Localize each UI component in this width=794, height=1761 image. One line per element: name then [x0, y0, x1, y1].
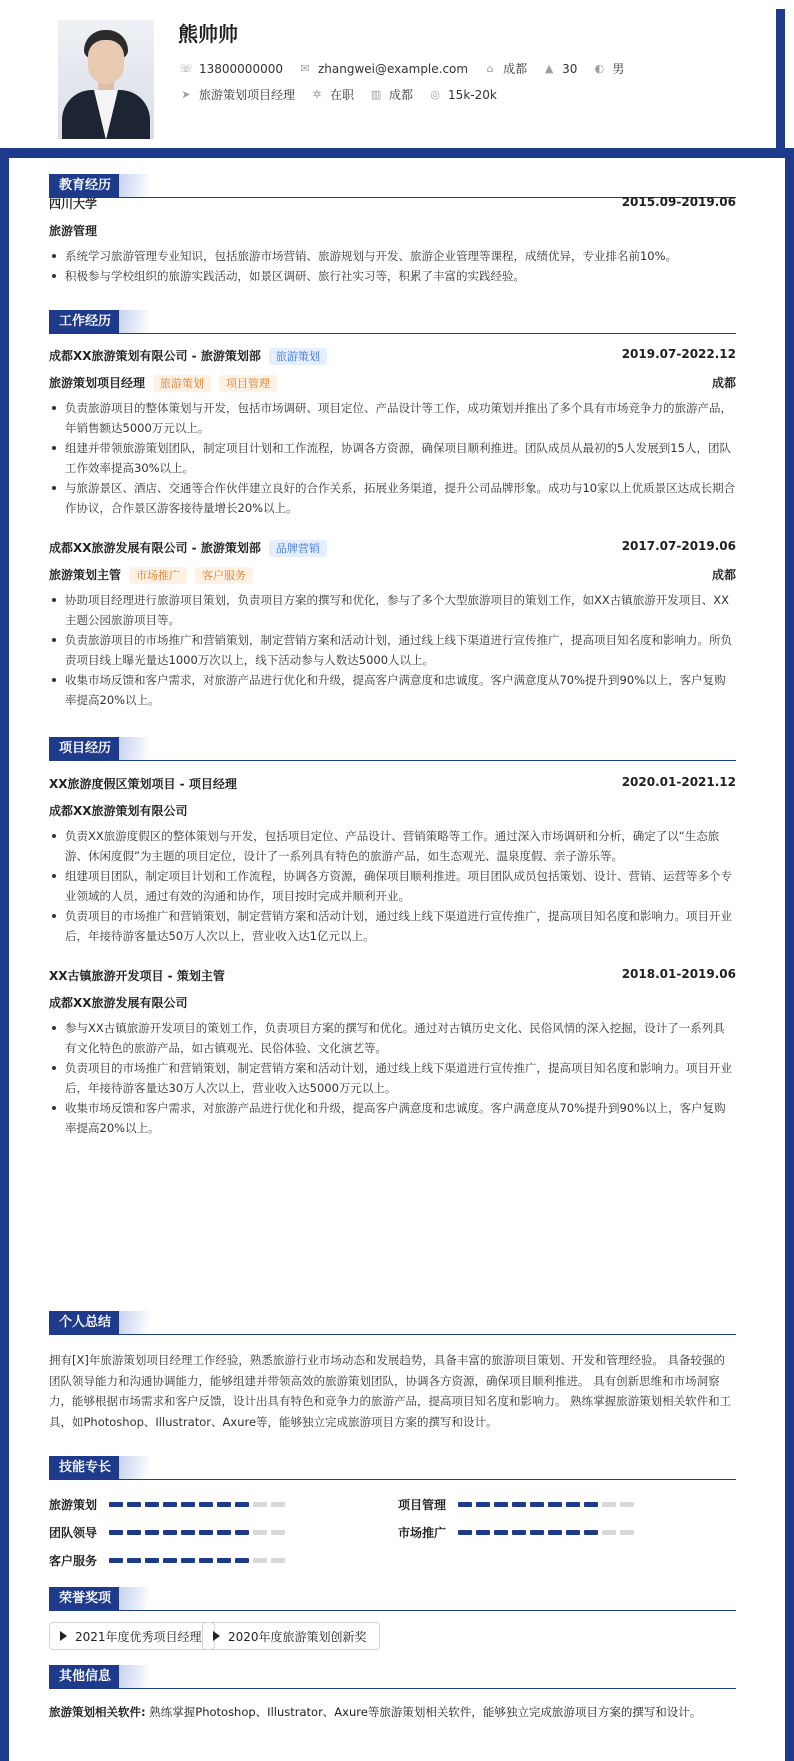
section-title-education: 教育经历: [49, 174, 121, 197]
list-item: 收集市场反馈和客户需求，对旅游产品进行优化和升级，提高客户满意度和忠诚度。客户满意度从70%提升到90%以上，客户复购率提高20%以上。: [49, 1098, 736, 1138]
other-info-line: [49, 1704, 736, 1720]
skill-segment: [163, 1530, 177, 1535]
status-value: 在职: [330, 88, 355, 102]
play-icon: [213, 1631, 220, 1641]
skill-tag: 项目管理: [219, 375, 277, 392]
company-name: 成都XX旅游策划有限公司 - 旅游策划部: [49, 349, 261, 363]
resume-header: [0, 0, 794, 158]
skill-segment: [566, 1530, 580, 1535]
section-title-work: 工作经历: [49, 310, 121, 333]
skill-tag: 客户服务: [195, 567, 253, 584]
work-date-1: 2017.07-2019.06: [621, 539, 736, 553]
major-name: 旅游管理: [49, 224, 98, 238]
skill-tag: 市场推广: [129, 567, 187, 584]
list-item: 负责项目的市场推广和营销策划，制定营销方案和活动计划，通过线上线下渠道进行宣传推广，提高项目知名度和影响力。项目开业后，年接待游客量达50万人次以上，营业收入达1亿元以上。: [49, 906, 736, 946]
status-icon: ✲: [312, 88, 322, 101]
skill-segment: [530, 1530, 544, 1535]
list-item: 与旅游景区、酒店、交通等合作伙伴建立良好的合作关系，拓展业务渠道，提升公司品牌形象。成功与10家以上优质景区达成长期合作协议，合作景区游客接待量增长20%以上。: [49, 478, 736, 518]
skill-level-bar: [109, 1502, 289, 1507]
other-label: 旅游策划相关软件:: [49, 1705, 146, 1719]
header-band: [0, 148, 794, 158]
award-label: 2021年度优秀项目经理: [75, 1629, 202, 1644]
skill-segment: [512, 1530, 526, 1535]
avatar: [58, 20, 154, 139]
list-item: 积极参与学校组织的旅游实践活动，如景区调研、旅行社实习等，积累了丰富的实践经验。: [49, 266, 736, 286]
education-bullets: [49, 246, 736, 286]
list-item: 负责旅游项目的整体策划与开发，包括市场调研、项目定位、产品设计等工作，成功策划并推出了多个具有市场竞争力的旅游产品，年销售额达5000万元以上。: [49, 398, 736, 438]
project-name-0: XX旅游度假区策划项目 - 项目经理: [49, 777, 237, 791]
skill-segment: [217, 1502, 231, 1507]
skill-segment: [127, 1530, 141, 1535]
education-date: 2015.09-2019.06: [621, 195, 736, 209]
skill-item: [398, 1496, 638, 1513]
skill-segment: [253, 1502, 267, 1507]
skill-segment: [235, 1502, 249, 1507]
age-icon: ▲: [544, 62, 554, 75]
skill-segment: [163, 1558, 177, 1563]
skill-segment: [199, 1558, 213, 1563]
section-title-awards: 荣誉奖项: [49, 1587, 121, 1610]
project-bullets-1: [49, 1018, 736, 1138]
skill-segment: [476, 1502, 490, 1507]
work-bullets-0: [49, 398, 736, 518]
skill-segment: [181, 1502, 195, 1507]
skill-segment: [271, 1502, 285, 1507]
list-item: 协助项目经理进行旅游项目策划，负责项目方案的撰写和优化，参与了多个大型旅游项目的策划工作，如XX古镇旅游开发项目、XX主题公园旅游项目等。: [49, 590, 736, 630]
skill-segment: [145, 1530, 159, 1535]
skill-item: [49, 1496, 289, 1513]
position-value: 旅游策划项目经理: [199, 88, 296, 102]
section-title-summary: 个人总结: [49, 1311, 121, 1334]
work-date-0: 2019.07-2022.12: [621, 347, 736, 361]
skill-segment: [181, 1530, 195, 1535]
salary-icon: ◎: [430, 88, 440, 101]
home-icon: ⌂: [486, 62, 494, 75]
skill-segment: [217, 1558, 231, 1563]
skill-segment: [127, 1502, 141, 1507]
age-value: 30: [562, 61, 578, 76]
projects-section: [49, 737, 736, 761]
project-name-1: XX古镇旅游开发项目 - 策划主管: [49, 969, 225, 983]
skill-segment: [458, 1502, 472, 1507]
school-name: 四川大学: [49, 197, 98, 211]
skill-name: 市场推广: [398, 1526, 447, 1540]
skill-segment: [109, 1558, 123, 1563]
project-company-0: 成都XX旅游策划有限公司: [49, 804, 188, 818]
work-bullets-1: [49, 590, 736, 710]
skill-name: 团队领导: [49, 1526, 98, 1540]
list-item: 负责XX旅游度假区的整体策划与开发，包括项目定位、产品设计、营销策略等工作。通过深入市场调研和分析，确定了以“生态旅游、休闲度假”为主题的项目定位，设计了一系列具有特色的旅游产品，如生态观光、温泉度假、亲子游乐等。: [49, 826, 736, 866]
project-company-1: 成都XX旅游发展有限公司: [49, 996, 188, 1010]
skill-segment: [163, 1502, 177, 1507]
work-title-1: [49, 566, 736, 584]
skill-segment: [253, 1558, 267, 1563]
skill-item: [49, 1524, 289, 1541]
gender-icon: ◐: [594, 62, 605, 75]
skill-segment: [217, 1530, 231, 1535]
summary-text: 拥有[X]年旅游策划项目经理工作经验，熟悉旅游行业市场动态和发展趋势，具备丰富的旅游项目策划、开发和管理经验。 具备较强的团队领导能力和沟通协调能力，能够组建并带领高效的旅游策划团队，协调各方资源，确保项目顺利推进。 具有创新思维和市场洞察力，能够根据市场需求和客户反馈，设计出具有特色和竞争力的旅游产品，提高项目知名度和影响力。 熟练掌握旅游策划相关软件和工具，如Photoshop、Illustrator、Axure等，能够独立完成旅游项目方案的撰写和设计。: [49, 1353, 732, 1429]
project-date-1: 2018.01-2019.06: [621, 967, 736, 981]
skill-segment: [512, 1502, 526, 1507]
skill-segment: [494, 1530, 508, 1535]
skill-segment: [271, 1530, 285, 1535]
dept-tag: 品牌营销: [269, 540, 327, 557]
skill-item: [49, 1552, 289, 1569]
list-item: 负责项目的市场推广和营销策划，制定营销方案和活动计划，通过线上线下渠道进行宣传推广，提高项目知名度和影响力。项目开业后，年接待游客量达30万人次以上，营业收入达5000万元以上。: [49, 1058, 736, 1098]
skill-name: 项目管理: [398, 1498, 447, 1512]
phone-icon: ☏: [179, 62, 193, 75]
section-title-projects: 项目经历: [49, 737, 121, 760]
skill-name: 客户服务: [49, 1554, 98, 1568]
play-icon: [60, 1631, 67, 1641]
job-intent-row: [178, 86, 511, 103]
skill-segment: [566, 1502, 580, 1507]
salary-value: 15k-20k: [448, 87, 497, 102]
work-city-0: 成都: [711, 376, 736, 390]
section-title-other: 其他信息: [49, 1665, 121, 1688]
skill-segment: [584, 1502, 598, 1507]
job-title: 旅游策划项目经理: [49, 376, 146, 390]
skill-segment: [109, 1530, 123, 1535]
job-title: 旅游策划主管: [49, 568, 122, 582]
work-city-1: 成都: [711, 568, 736, 582]
email-icon: ✉: [300, 62, 310, 75]
skill-level-bar: [458, 1530, 638, 1535]
skill-segment: [127, 1558, 141, 1563]
skill-segment: [584, 1530, 598, 1535]
list-item: 收集市场反馈和客户需求，对旅游产品进行优化和升级，提高客户满意度和忠诚度。客户满意度从70%提升到90%以上，客户复购率提高20%以上。: [49, 670, 736, 710]
skill-segment: [109, 1502, 123, 1507]
city-value: 成都: [503, 62, 528, 76]
skill-segment: [476, 1530, 490, 1535]
skill-segment: [620, 1502, 634, 1507]
work-title-0: [49, 374, 736, 392]
skill-segment: [458, 1530, 472, 1535]
building-icon: ▥: [370, 88, 382, 101]
phone-value: 13800000000: [199, 61, 283, 76]
skill-segment: [548, 1502, 562, 1507]
list-item: 负责旅游项目的市场推广和营销策划，制定营销方案和活动计划，通过线上线下渠道进行宣传推广，提高项目知名度和影响力。所负责项目线上曝光量达1000万次以上，线下活动参与人数达5000人以上。: [49, 630, 736, 670]
skill-name: 旅游策划: [49, 1498, 98, 1512]
skill-segment: [271, 1558, 285, 1563]
contact-row: [178, 60, 638, 77]
skill-level-bar: [458, 1502, 638, 1507]
skill-segment: [145, 1558, 159, 1563]
candidate-name: 熊帅帅: [178, 22, 238, 46]
gender-value: 男: [612, 62, 625, 76]
list-item: 组建项目团队，制定项目计划和工作流程，协调各方资源，确保项目顺利推进。项目团队成员包括策划、设计、营销、运营等多个专业领域的人员，通过有效的沟通和协作，项目按时完成并顺利开业。: [49, 866, 736, 906]
skill-segment: [530, 1502, 544, 1507]
award-badge: [202, 1622, 380, 1650]
skill-segment: [199, 1502, 213, 1507]
other-text: 熟练掌握Photoshop、Illustrator、Axure等旅游策划相关软件，能够独立完成旅游项目方案的撰写和设计。: [149, 1705, 702, 1719]
project-date-0: 2020.01-2021.12: [621, 775, 736, 789]
skill-segment: [199, 1530, 213, 1535]
skill-segment: [494, 1502, 508, 1507]
other-section: [49, 1665, 736, 1689]
skills-section: [49, 1456, 736, 1480]
skill-segment: [253, 1530, 267, 1535]
skill-item: [398, 1524, 638, 1541]
skill-segment: [602, 1530, 616, 1535]
skill-segment: [145, 1502, 159, 1507]
target-city-value: 成都: [389, 88, 414, 102]
skill-segment: [235, 1530, 249, 1535]
project-bullets-0: [49, 826, 736, 946]
send-icon: ➤: [181, 88, 191, 101]
skill-tag: 旅游策划: [153, 375, 211, 392]
list-item: 参与XX古镇旅游开发项目的策划工作，负责项目方案的撰写和优化。通过对古镇历史文化、民俗风情的深入挖掘，设计了一系列具有文化特色的旅游产品，如古镇观光、民俗体验、文化演艺等。: [49, 1018, 736, 1058]
dept-tag: 旅游策划: [269, 348, 327, 365]
award-label: 2020年度旅游策划创新奖: [228, 1629, 367, 1644]
skill-segment: [235, 1558, 249, 1563]
skill-segment: [602, 1502, 616, 1507]
company-name: 成都XX旅游发展有限公司 - 旅游策划部: [49, 541, 261, 555]
skill-level-bar: [109, 1558, 289, 1563]
work-section: [49, 310, 736, 334]
summary-section: [49, 1311, 736, 1335]
skill-segment: [181, 1558, 195, 1563]
list-item: 系统学习旅游管理专业知识，包括旅游市场营销、旅游规划与开发、旅游企业管理等课程，成绩优异，专业排名前10%。: [49, 246, 736, 266]
list-item: 组建并带领旅游策划团队，制定项目计划和工作流程，协调各方资源，确保项目顺利推进。团队成员从最初的5人发展到15人，团队工作效率提高30%以上。: [49, 438, 736, 478]
section-title-skills: 技能专长: [49, 1456, 121, 1479]
skill-segment: [620, 1530, 634, 1535]
award-badge: [49, 1622, 215, 1650]
skill-level-bar: [109, 1530, 289, 1535]
skill-segment: [548, 1530, 562, 1535]
awards-section: [49, 1587, 736, 1611]
email-value: zhangwei@example.com: [317, 61, 469, 76]
